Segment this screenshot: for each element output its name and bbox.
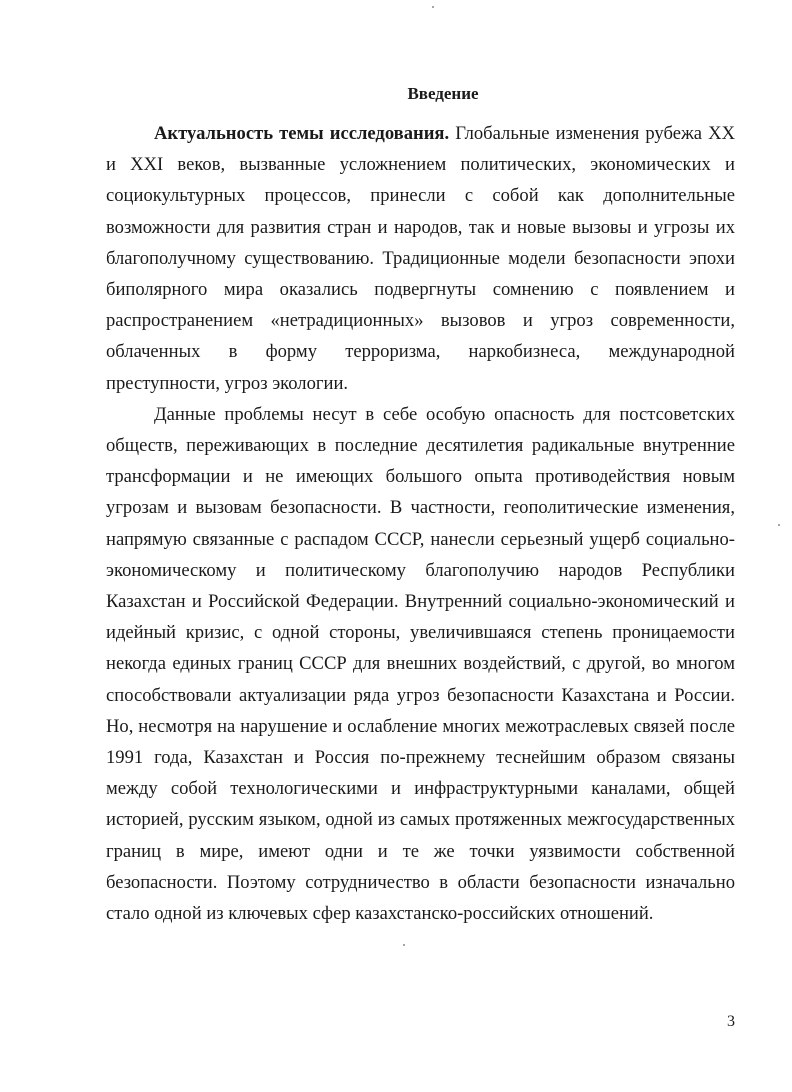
body-text [106,118,735,929]
paragraph-lead: Актуальность темы исследования. [154,123,450,144]
paragraph-text: Глобальные изменения рубежа XX и XXI веков, вызванные усложнением политических, экономических и социокультурных процессов, принесли с собой как дополнительные возможности для развития стран и народов, так и новые вызовы и угрозы их благополучному существованию. Традиционные модели безопасности эпохи биполярного мира оказались подвергнуты сомнению с появлением и распространением «нетрадиционных» вызовов и угроз современности, облаченных в форму терроризма, наркобизнеса, международной преступности, угроз экологии. [106,123,735,394]
paragraph-text: Данные проблемы несут в себе особую опасность для постсоветских обществ, переживающих в последние десятилетия радикальные внутренние трансформации и не имеющих большого опыта противодействия новым угрозам и вызовам безопасности. В частности, геополитические изменения, напрямую связанные с распадом СССР, нанесли серьезный ущерб социально-экономическому и политическому благополучию народов Республики Казахстан и Российской Федерации. Внутренний социально-экономический и идейный кризис, с одной стороны, увеличившаяся степень проницаемости некогда единых границ СССР для внешних воздействий, с другой, во многом способствовали актуализации ряда угроз безопасности Казахстана и России. Но, несмотря на нарушение и ослабление многих межотраслевых связей после 1991 года, Казахстан и Россия по-прежнему теснейшим образом связаны между собой технологическими и инфраструктурными каналами, общей историей, русским языком, одной из самых протяженных межгосударственных границ в мире, имеют одни и те же точки уязвимости собственной безопасности. Поэтому сотрудничество в области безопасности изначально стало одной из ключевых сфер казахстанско-российских отношений. [106,403,735,925]
page-number: 3 [727,1013,735,1030]
scan-speck [778,524,780,526]
paragraph-1 [106,118,735,399]
section-heading: Введение [407,84,479,103]
scan-speck [432,6,434,8]
scan-speck [403,944,405,946]
paragraph-2 [106,399,735,929]
